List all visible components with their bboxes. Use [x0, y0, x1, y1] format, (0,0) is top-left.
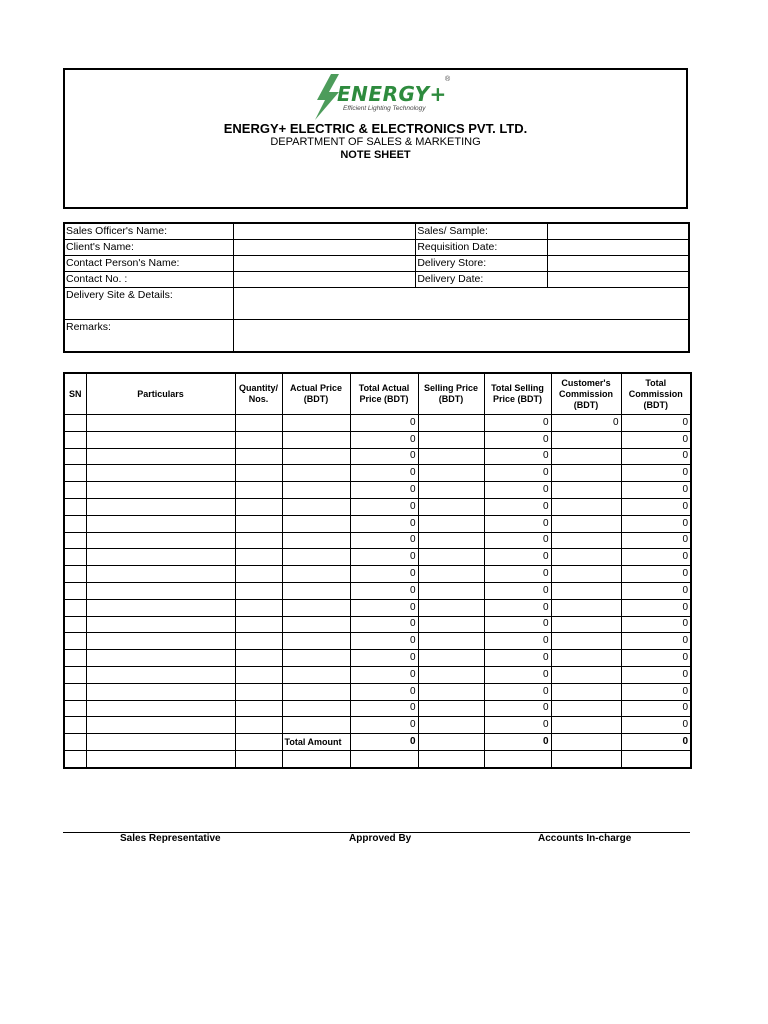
total-commission-cell[interactable]: 0 — [621, 549, 691, 566]
total-commission-cell[interactable]: 0 — [621, 448, 691, 465]
field-client[interactable] — [234, 240, 416, 256]
total-actual-price-cell[interactable]: 0 — [350, 465, 418, 482]
particulars-cell[interactable] — [86, 717, 235, 734]
field-delivery-site[interactable] — [234, 288, 689, 320]
label-sales-officer: Sales Officer's Name: — [64, 223, 234, 240]
table-row — [64, 431, 691, 448]
customer-commission-cell[interactable] — [551, 616, 621, 633]
quantity-cell[interactable] — [235, 582, 282, 599]
selling-price-cell[interactable] — [418, 599, 484, 616]
total-row — [64, 734, 691, 751]
table-row — [64, 482, 691, 499]
particulars-cell[interactable] — [86, 515, 235, 532]
field-remarks[interactable] — [234, 320, 689, 353]
header-actual-price: Actual Price (BDT) — [282, 373, 350, 415]
sn-cell[interactable] — [64, 448, 86, 465]
total-actual-price-cell[interactable]: 0 — [350, 666, 418, 683]
customer-commission-cell[interactable] — [551, 582, 621, 599]
logo-tagline: Efficient Lighting Technology — [343, 105, 426, 112]
label-delivery-site: Delivery Site & Details: — [64, 288, 234, 320]
table-row — [64, 582, 691, 599]
header-total-selling-price: Total Selling Price (BDT) — [484, 373, 551, 415]
table-row — [64, 650, 691, 667]
table-row — [64, 415, 691, 432]
particulars-cell[interactable] — [86, 549, 235, 566]
actual-price-cell[interactable] — [282, 448, 350, 465]
sn-cell[interactable] — [64, 515, 86, 532]
particulars-cell[interactable] — [86, 700, 235, 717]
total-commission-cell[interactable]: 0 — [621, 532, 691, 549]
selling-price-cell[interactable] — [418, 431, 484, 448]
table-row — [64, 616, 691, 633]
sn-cell[interactable] — [64, 566, 86, 583]
quantity-cell[interactable] — [235, 650, 282, 667]
field-sales-officer[interactable] — [234, 223, 416, 240]
customer-commission-cell[interactable] — [551, 633, 621, 650]
particulars-cell[interactable] — [86, 465, 235, 482]
table-row — [64, 700, 691, 717]
items-table — [63, 372, 692, 769]
sn-cell[interactable] — [64, 666, 86, 683]
total-selling-price-cell[interactable]: 0 — [484, 498, 551, 515]
quantity-cell[interactable] — [235, 498, 282, 515]
total-particulars — [86, 734, 235, 751]
customer-commission-cell[interactable] — [551, 498, 621, 515]
blank-cell[interactable] — [235, 750, 282, 767]
particulars-cell[interactable] — [86, 448, 235, 465]
quantity-cell[interactable] — [235, 616, 282, 633]
header-sn: SN — [64, 373, 86, 415]
actual-price-cell[interactable] — [282, 683, 350, 700]
header-particulars: Particulars — [86, 373, 235, 415]
particulars-cell[interactable] — [86, 599, 235, 616]
actual-price-cell[interactable] — [282, 700, 350, 717]
total-selling-price-cell[interactable]: 0 — [484, 717, 551, 734]
registered-mark: ® — [445, 76, 451, 83]
total-selling-price-cell[interactable]: 0 — [484, 566, 551, 583]
field-contact-no[interactable] — [234, 272, 416, 288]
customer-commission-cell[interactable] — [551, 431, 621, 448]
sn-cell[interactable] — [64, 415, 86, 432]
total-actual-price-cell[interactable]: 0 — [350, 549, 418, 566]
selling-price-cell[interactable] — [418, 666, 484, 683]
field-delivery-store[interactable] — [548, 256, 690, 272]
total-actual-price-sum: 0 — [350, 734, 418, 751]
selling-price-cell[interactable] — [418, 582, 484, 599]
quantity-cell[interactable] — [235, 599, 282, 616]
particulars-cell[interactable] — [86, 566, 235, 583]
label-remarks: Remarks: — [64, 320, 234, 353]
total-actual-price-cell[interactable]: 0 — [350, 482, 418, 499]
customer-commission-cell[interactable] — [551, 683, 621, 700]
sn-cell[interactable] — [64, 532, 86, 549]
total-selling-price-cell[interactable]: 0 — [484, 532, 551, 549]
total-commission-cell[interactable]: 0 — [621, 582, 691, 599]
actual-price-cell[interactable] — [282, 482, 350, 499]
total-actual-price-cell[interactable]: 0 — [350, 532, 418, 549]
total-actual-price-cell[interactable]: 0 — [350, 582, 418, 599]
total-actual-price-cell[interactable]: 0 — [350, 415, 418, 432]
table-row — [64, 498, 691, 515]
selling-price-cell[interactable] — [418, 532, 484, 549]
blank-cell[interactable] — [551, 750, 621, 767]
sheet-title: NOTE SHEET — [340, 149, 411, 161]
customer-commission-cell[interactable] — [551, 666, 621, 683]
quantity-cell[interactable] — [235, 717, 282, 734]
total-commission-cell[interactable]: 0 — [621, 498, 691, 515]
total-actual-price-cell[interactable]: 0 — [350, 515, 418, 532]
label-contact-person: Contact Person's Name: — [64, 256, 234, 272]
table-row — [64, 549, 691, 566]
sn-cell[interactable] — [64, 633, 86, 650]
customer-commission-cell[interactable] — [551, 532, 621, 549]
table-row — [64, 599, 691, 616]
header-selling-price: Selling Price (BDT) — [418, 373, 484, 415]
total-selling-price-cell[interactable]: 0 — [484, 599, 551, 616]
customer-commission-cell[interactable] — [551, 515, 621, 532]
selling-price-cell[interactable] — [418, 549, 484, 566]
info-table — [63, 222, 690, 353]
total-selling-price-sum: 0 — [484, 734, 551, 751]
total-selling-price-cell[interactable]: 0 — [484, 582, 551, 599]
quantity-cell[interactable] — [235, 683, 282, 700]
particulars-cell[interactable] — [86, 582, 235, 599]
total-actual-price-cell[interactable]: 0 — [350, 599, 418, 616]
total-selling-price — [418, 734, 484, 751]
table-row — [64, 633, 691, 650]
quantity-cell[interactable] — [235, 448, 282, 465]
selling-price-cell[interactable] — [418, 465, 484, 482]
actual-price-cell[interactable] — [282, 650, 350, 667]
label-sales-sample: Sales/ Sample: — [416, 223, 548, 240]
total-selling-price-cell[interactable]: 0 — [484, 431, 551, 448]
field-requisition-date[interactable] — [548, 240, 690, 256]
total-selling-price-cell[interactable]: 0 — [484, 616, 551, 633]
selling-price-cell[interactable] — [418, 650, 484, 667]
sn-cell[interactable] — [64, 431, 86, 448]
label-requisition-date: Requisition Date: — [416, 240, 548, 256]
header-customer-commission: Customer's Commission (BDT) — [551, 373, 621, 415]
total-commission-cell[interactable]: 0 — [621, 717, 691, 734]
sn-cell[interactable] — [64, 498, 86, 515]
total-commission-cell[interactable]: 0 — [621, 616, 691, 633]
sn-cell[interactable] — [64, 700, 86, 717]
department-name: DEPARTMENT OF SALES & MARKETING — [270, 136, 481, 148]
blank-cell[interactable] — [418, 750, 484, 767]
selling-price-cell[interactable] — [418, 616, 484, 633]
blank-cell[interactable] — [64, 750, 86, 767]
label-client: Client's Name: — [64, 240, 234, 256]
selling-price-cell[interactable] — [418, 448, 484, 465]
field-sales-sample[interactable] — [548, 223, 690, 240]
total-actual-price-cell[interactable]: 0 — [350, 498, 418, 515]
blank-cell[interactable] — [282, 750, 350, 767]
total-selling-price-cell[interactable]: 0 — [484, 683, 551, 700]
selling-price-cell[interactable] — [418, 415, 484, 432]
customer-commission-cell[interactable] — [551, 717, 621, 734]
table-row — [64, 532, 691, 549]
total-actual-price-cell[interactable]: 0 — [350, 717, 418, 734]
total-commission-cell[interactable]: 0 — [621, 666, 691, 683]
field-delivery-date[interactable] — [548, 272, 690, 288]
customer-commission-cell[interactable] — [551, 482, 621, 499]
quantity-cell[interactable] — [235, 566, 282, 583]
logo-wordmark: ENERGY+ — [337, 82, 447, 106]
selling-price-cell[interactable] — [418, 566, 484, 583]
quantity-cell[interactable] — [235, 532, 282, 549]
header-quantity: Quantity/ Nos. — [235, 373, 282, 415]
particulars-cell[interactable] — [86, 482, 235, 499]
signature-accounts-in-charge: Accounts In-charge — [538, 833, 632, 844]
blank-cell[interactable] — [86, 750, 235, 767]
sn-cell[interactable] — [64, 650, 86, 667]
particulars-cell[interactable] — [86, 650, 235, 667]
selling-price-cell[interactable] — [418, 683, 484, 700]
blank-cell[interactable] — [350, 750, 418, 767]
total-selling-price-cell[interactable]: 0 — [484, 666, 551, 683]
document-header — [63, 68, 688, 209]
quantity-cell[interactable] — [235, 515, 282, 532]
customer-commission-cell[interactable] — [551, 650, 621, 667]
actual-price-cell[interactable] — [282, 633, 350, 650]
total-quantity — [235, 734, 282, 751]
quantity-cell[interactable] — [235, 700, 282, 717]
table-row — [64, 566, 691, 583]
quantity-cell[interactable] — [235, 549, 282, 566]
signature-approved-by: Approved By — [349, 833, 412, 844]
particulars-cell[interactable] — [86, 683, 235, 700]
total-selling-price-cell[interactable]: 0 — [484, 415, 551, 432]
sn-cell[interactable] — [64, 465, 86, 482]
selling-price-cell[interactable] — [418, 515, 484, 532]
actual-price-cell[interactable] — [282, 717, 350, 734]
quantity-cell[interactable] — [235, 482, 282, 499]
header-total-commission: Total Commission (BDT) — [621, 373, 691, 415]
label-contact-no: Contact No. : — [64, 272, 234, 288]
customer-commission-cell[interactable] — [551, 700, 621, 717]
total-actual-price-cell[interactable]: 0 — [350, 448, 418, 465]
total-sn — [64, 734, 86, 751]
total-commission-cell[interactable]: 0 — [621, 515, 691, 532]
total-commission-cell[interactable]: 0 — [621, 700, 691, 717]
total-selling-price-cell[interactable]: 0 — [484, 448, 551, 465]
total-actual-price-cell[interactable]: 0 — [350, 650, 418, 667]
total-selling-price-cell[interactable]: 0 — [484, 650, 551, 667]
actual-price-cell[interactable] — [282, 616, 350, 633]
actual-price-cell[interactable] — [282, 599, 350, 616]
total-selling-price-cell[interactable]: 0 — [484, 700, 551, 717]
total-commission-cell[interactable]: 0 — [621, 683, 691, 700]
total-amount-label: Total Amount — [282, 734, 350, 751]
table-row — [64, 465, 691, 482]
label-delivery-date: Delivery Date: — [416, 272, 548, 288]
particulars-cell[interactable] — [86, 415, 235, 432]
customer-commission-cell[interactable] — [551, 549, 621, 566]
blank-row — [64, 750, 691, 767]
total-selling-price-cell[interactable]: 0 — [484, 465, 551, 482]
total-actual-price-cell[interactable]: 0 — [350, 633, 418, 650]
quantity-cell[interactable] — [235, 431, 282, 448]
blank-cell[interactable] — [484, 750, 551, 767]
total-actual-price-cell[interactable]: 0 — [350, 683, 418, 700]
total-commission-cell[interactable]: 0 — [621, 415, 691, 432]
particulars-cell[interactable] — [86, 431, 235, 448]
table-row — [64, 515, 691, 532]
total-selling-price-cell[interactable]: 0 — [484, 633, 551, 650]
actual-price-cell[interactable] — [282, 666, 350, 683]
field-contact-person[interactable] — [234, 256, 416, 272]
sn-cell[interactable] — [64, 482, 86, 499]
sn-cell[interactable] — [64, 616, 86, 633]
customer-commission-cell[interactable] — [551, 566, 621, 583]
selling-price-cell[interactable] — [418, 498, 484, 515]
sn-cell[interactable] — [64, 582, 86, 599]
particulars-cell[interactable] — [86, 498, 235, 515]
table-row — [64, 666, 691, 683]
header-total-actual-price: Total Actual Price (BDT) — [350, 373, 418, 415]
quantity-cell[interactable] — [235, 633, 282, 650]
total-commission-cell[interactable]: 0 — [621, 465, 691, 482]
total-commission-cell[interactable]: 0 — [621, 650, 691, 667]
selling-price-cell[interactable] — [418, 700, 484, 717]
actual-price-cell[interactable] — [282, 582, 350, 599]
actual-price-cell[interactable] — [282, 532, 350, 549]
company-logo — [313, 74, 453, 118]
selling-price-cell[interactable] — [418, 482, 484, 499]
total-commission-cell[interactable]: 0 — [621, 599, 691, 616]
total-actual-price-cell[interactable]: 0 — [350, 431, 418, 448]
blank-cell[interactable] — [621, 750, 691, 767]
quantity-cell[interactable] — [235, 666, 282, 683]
total-commission-cell[interactable]: 0 — [621, 566, 691, 583]
total-selling-price-cell[interactable]: 0 — [484, 482, 551, 499]
actual-price-cell[interactable] — [282, 415, 350, 432]
particulars-cell[interactable] — [86, 616, 235, 633]
customer-commission-cell[interactable] — [551, 599, 621, 616]
particulars-cell[interactable] — [86, 532, 235, 549]
actual-price-cell[interactable] — [282, 431, 350, 448]
total-selling-price-cell[interactable]: 0 — [484, 549, 551, 566]
total-commission-cell[interactable]: 0 — [621, 431, 691, 448]
sn-cell[interactable] — [64, 549, 86, 566]
particulars-cell[interactable] — [86, 633, 235, 650]
actual-price-cell[interactable] — [282, 549, 350, 566]
sn-cell[interactable] — [64, 683, 86, 700]
table-row — [64, 683, 691, 700]
total-actual-price-cell[interactable]: 0 — [350, 616, 418, 633]
total-commission-cell[interactable]: 0 — [621, 633, 691, 650]
total-actual-price-cell[interactable]: 0 — [350, 566, 418, 583]
total-selling-price-cell[interactable]: 0 — [484, 515, 551, 532]
actual-price-cell[interactable] — [282, 515, 350, 532]
company-name: ENERGY+ ELECTRIC & ELECTRONICS PVT. LTD. — [223, 121, 528, 136]
quantity-cell[interactable] — [235, 465, 282, 482]
customer-commission-cell[interactable] — [551, 448, 621, 465]
actual-price-cell[interactable] — [282, 498, 350, 515]
customer-commission-cell[interactable]: 0 — [551, 415, 621, 432]
total-commission-sum: 0 — [621, 734, 691, 751]
label-delivery-store: Delivery Store: — [416, 256, 548, 272]
signature-sales-representative: Sales Representative — [120, 833, 221, 844]
total-commission-cell[interactable]: 0 — [621, 482, 691, 499]
quantity-cell[interactable] — [235, 415, 282, 432]
table-row — [64, 448, 691, 465]
actual-price-cell[interactable] — [282, 566, 350, 583]
total-customer-commission — [551, 734, 621, 751]
actual-price-cell[interactable] — [282, 465, 350, 482]
selling-price-cell[interactable] — [418, 633, 484, 650]
sn-cell[interactable] — [64, 599, 86, 616]
total-actual-price-cell[interactable]: 0 — [350, 700, 418, 717]
particulars-cell[interactable] — [86, 666, 235, 683]
customer-commission-cell[interactable] — [551, 465, 621, 482]
sn-cell[interactable] — [64, 717, 86, 734]
selling-price-cell[interactable] — [418, 717, 484, 734]
table-row — [64, 717, 691, 734]
